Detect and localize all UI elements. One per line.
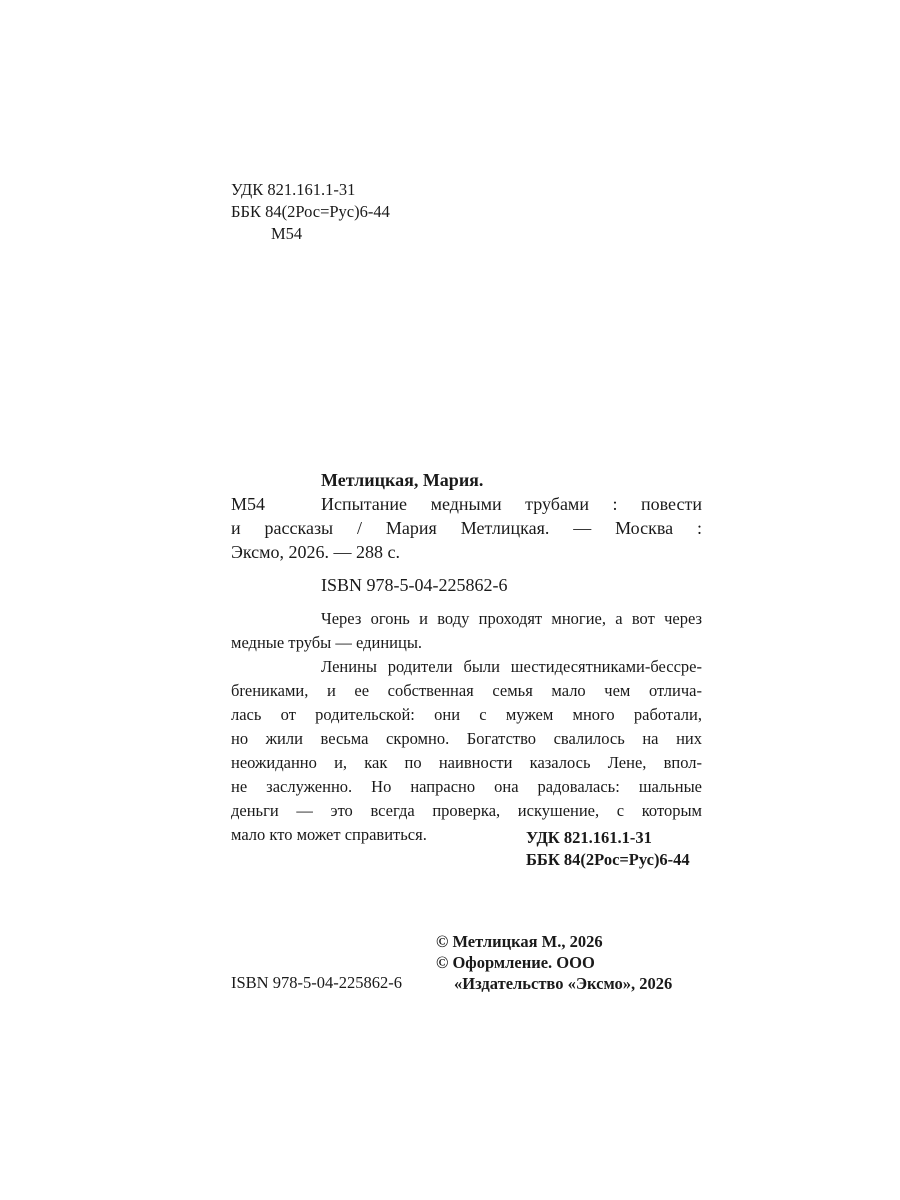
annotation-line: мало кто может справиться. — [231, 825, 427, 844]
annotation-line: неожиданно и, как по наивности казалось Лене, впол- — [231, 753, 702, 772]
annotation-line: не заслуженно. Но напрасно она радовалась: шальные — [231, 777, 702, 796]
isbn-record: ISBN 978-5-04-225862-6 — [321, 575, 508, 595]
annotation-line: Через огонь и воду проходят многие, а вот через — [321, 609, 702, 628]
annotation-line: но жили весьма скромно. Богатство свалилось на них — [231, 729, 702, 748]
call-mark: М54 — [231, 494, 266, 514]
copyright-line: © Оформление. ООО — [436, 953, 595, 972]
udk-code: УДК 821.161.1-31 — [231, 180, 356, 199]
footer-isbn: ISBN 978-5-04-225862-6 — [231, 973, 402, 992]
annotation-line: лась от родительской: они с мужем много работали, — [231, 705, 702, 724]
description-line: и рассказы / Мария Метлицкая. — Москва : — [231, 518, 702, 538]
bbk-code-bold: ББК 84(2Рос=Рус)6-44 — [526, 850, 690, 869]
author-mark: М54 — [271, 224, 303, 243]
author-heading: Метлицкая, Мария. — [321, 470, 484, 490]
top-classification — [231, 179, 390, 245]
annotation-line: бreниками, и ее собственная семья мало чем отлича- — [231, 681, 702, 700]
description-line: Эксмо, 2026. — 288 с. — [231, 542, 401, 562]
udk-code-bold: УДК 821.161.1-31 — [526, 828, 652, 847]
copyright-block — [436, 931, 672, 994]
copyright-line: © Метлицкая М., 2026 — [436, 932, 603, 951]
copyright-line: «Издательство «Эксмо», 2026 — [454, 974, 673, 993]
annotation-line: деньги — это всегда проверка, искушение, с которым — [231, 801, 702, 820]
annotation-line: Ленины родители были шестидесятниками-бессре- — [321, 657, 702, 676]
bottom-classification — [526, 827, 690, 871]
bbk-code: ББК 84(2Рос=Рус)6-44 — [231, 202, 390, 221]
annotation-line: медные трубы — единицы. — [231, 633, 423, 652]
description-line: Испытание медными трубами : повести — [321, 494, 702, 514]
